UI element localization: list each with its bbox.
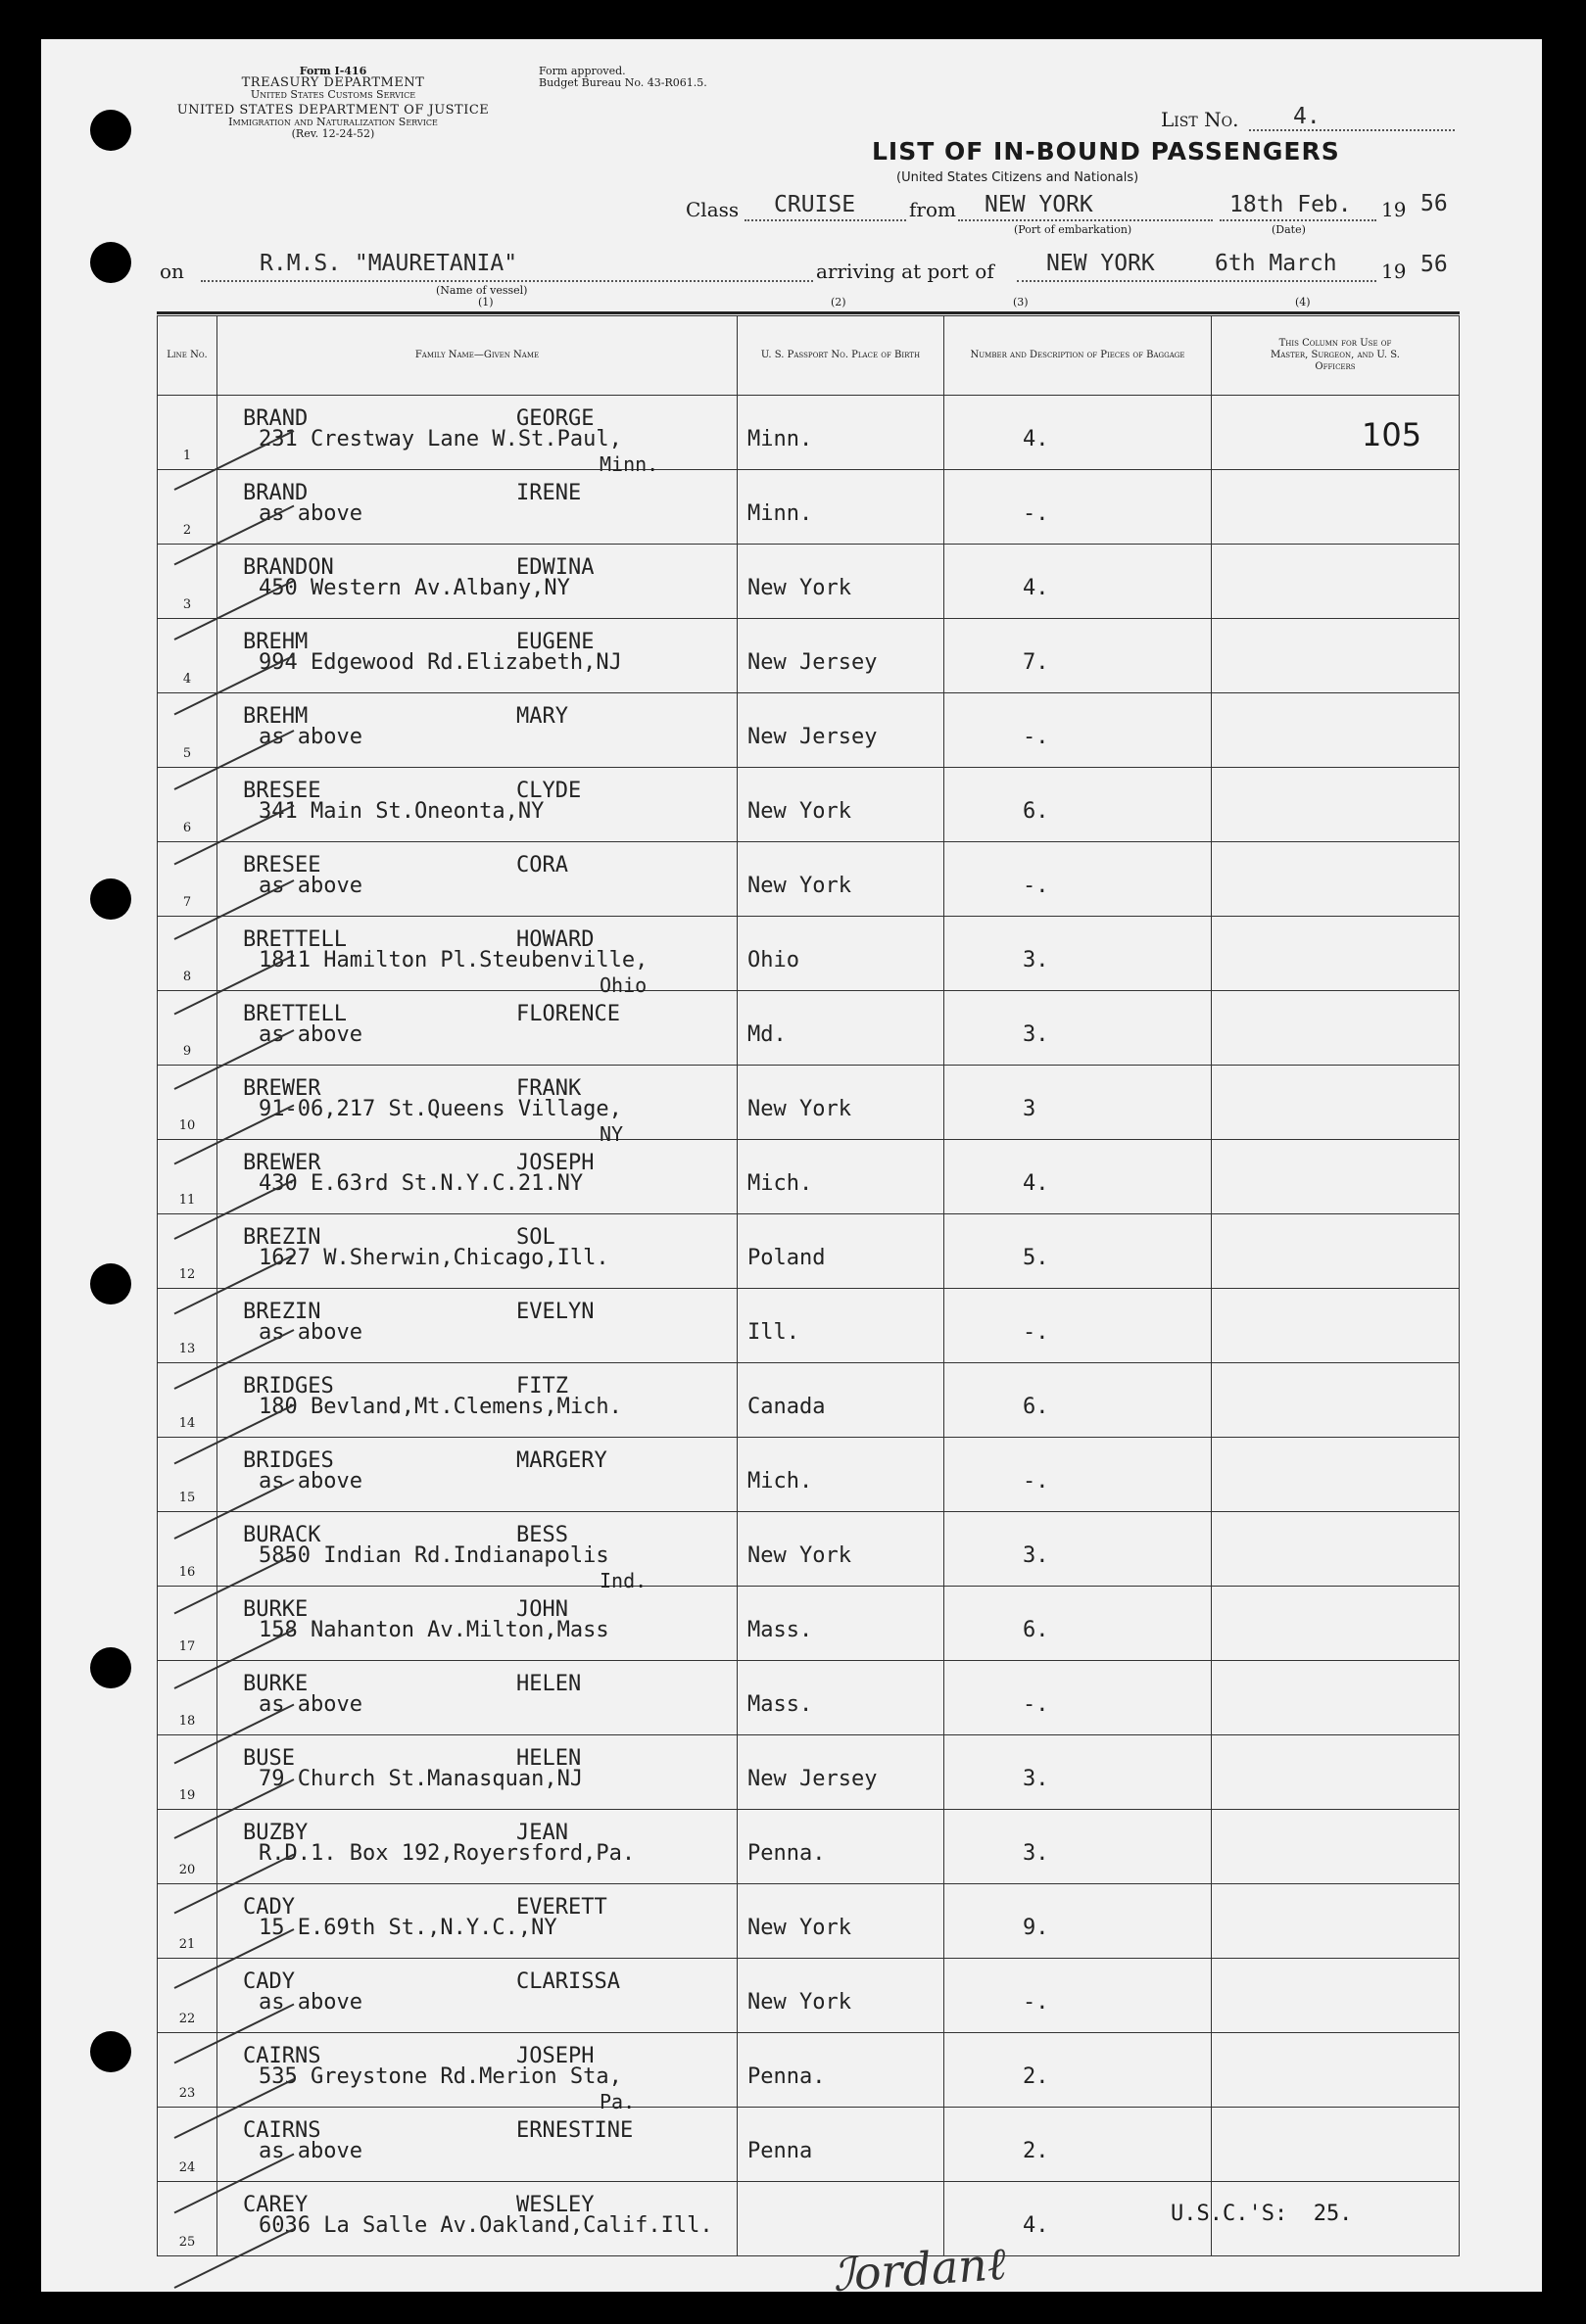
- address: 180 Bevland,Mt.Clemens,Mich.: [259, 1395, 622, 1419]
- place-of-birth: New York: [747, 799, 851, 824]
- year-prefix-arrival: 19: [1381, 260, 1407, 283]
- line-number: 20: [178, 1863, 196, 1877]
- given-name: EVERETT: [516, 1895, 607, 1920]
- caption-2: (2): [831, 296, 846, 308]
- place-of-birth: Mass.: [747, 1692, 813, 1717]
- baggage-count: 4.: [1023, 2213, 1049, 2238]
- address: R.D.1. Box 192,Royersford,Pa.: [259, 1841, 636, 1866]
- address: 535 Greystone Rd.Merion Sta,: [259, 2064, 622, 2089]
- baggage-count: 3: [1023, 1097, 1036, 1121]
- place-of-birth: New York: [747, 874, 851, 898]
- place-of-birth: New York: [747, 1990, 851, 2015]
- arrival-date: 6th March: [1215, 251, 1337, 276]
- address: as above: [259, 2139, 362, 2163]
- family-name: BRESEE: [243, 853, 321, 877]
- line-number: 6: [182, 821, 192, 835]
- line-number: 23: [178, 2086, 196, 2101]
- given-name: EUGENE: [516, 630, 595, 654]
- family-name: BREZIN: [243, 1300, 321, 1324]
- col-baggage-header: Number and Description of Pieces of Baggage: [944, 316, 1212, 396]
- line-number: 18: [178, 1714, 196, 1729]
- baggage-count: 2.: [1023, 2139, 1049, 2163]
- family-name: BRIDGES: [243, 1448, 334, 1473]
- address-continued: NY: [600, 1122, 624, 1146]
- place-of-birth: Mich.: [747, 1469, 813, 1494]
- given-name: FITZ: [516, 1374, 568, 1399]
- place-of-birth: Minn.: [747, 427, 813, 451]
- address-continued: Pa.: [600, 2090, 636, 2113]
- place-of-birth: Md.: [747, 1022, 787, 1047]
- place-of-birth: Mass.: [747, 1618, 813, 1642]
- family-name: BREWER: [243, 1076, 321, 1101]
- page-subtitle: (United States Citizens and Nationals): [896, 170, 1139, 185]
- baggage-count: 4.: [1023, 576, 1049, 600]
- line-number: 11: [178, 1193, 196, 1208]
- form-approved-label: Form approved.: [539, 65, 626, 77]
- address: 1627 W.Sherwin,Chicago,Ill.: [259, 1246, 609, 1270]
- check-mark: [174, 1030, 294, 1089]
- address: 6036 La Salle Av.Oakland,Calif.Ill.: [259, 2213, 713, 2238]
- check-mark: [174, 1555, 294, 1614]
- address: 15 E.69th St.,N.Y.C.,NY: [259, 1916, 557, 1940]
- place-of-birth: New York: [747, 1097, 851, 1121]
- line-number: 19: [178, 1788, 196, 1803]
- arrival-year: 56: [1420, 252, 1448, 277]
- place-of-birth: Penna: [747, 2139, 813, 2163]
- baggage-count: -.: [1023, 1692, 1049, 1717]
- place-of-birth: Poland: [747, 1246, 826, 1270]
- given-name: FRANK: [516, 1076, 582, 1101]
- given-name: JOHN: [516, 1597, 568, 1622]
- check-mark: [174, 731, 294, 789]
- address-continued: Ind.: [600, 1569, 648, 1592]
- place-of-birth: Mich.: [747, 1171, 813, 1196]
- baggage-count: 6.: [1023, 1395, 1049, 1419]
- given-name: FLORENCE: [516, 1002, 620, 1026]
- caption-4: (4): [1295, 296, 1311, 308]
- col-officers-header: This Column for Use of Master, Surgeon, and U. S. Officers: [1212, 316, 1460, 396]
- place-of-birth: New Jersey: [747, 1767, 878, 1791]
- line-number: 1: [182, 449, 192, 463]
- baggage-count: 6.: [1023, 799, 1049, 824]
- line-number: 15: [178, 1491, 196, 1505]
- address: as above: [259, 1022, 362, 1047]
- line-number: 7: [182, 895, 192, 910]
- baggage-count: 7.: [1023, 650, 1049, 675]
- customs-label: United States Customs Service: [250, 88, 416, 101]
- place-of-birth: Ill.: [747, 1320, 799, 1345]
- address: 231 Crestway Lane W.St.Paul,: [259, 427, 622, 451]
- check-mark: [174, 1630, 294, 1688]
- given-name: CORA: [516, 853, 568, 877]
- vessel-name: R.M.S. "MAURETANIA": [260, 251, 518, 276]
- address: as above: [259, 1469, 362, 1494]
- address: 450 Western Av.Albany,NY: [259, 576, 570, 600]
- line-number: 3: [182, 597, 192, 612]
- address: as above: [259, 1692, 362, 1717]
- family-name: CADY: [243, 1969, 295, 1994]
- line-number: 25: [178, 2235, 196, 2250]
- family-name: BURKE: [243, 1672, 309, 1696]
- col-place-header: U. S. Passport No. Place of Birth: [738, 316, 944, 396]
- place-of-birth: Ohio: [747, 948, 799, 972]
- line-number: 24: [178, 2160, 196, 2175]
- given-name: JOSEPH: [516, 2044, 595, 2068]
- given-name: WESLEY: [516, 2193, 595, 2217]
- year-prefix-from: 19: [1381, 198, 1407, 221]
- port-caption: (Port of embarkation): [1014, 223, 1132, 236]
- family-name: BRETTELL: [243, 1002, 347, 1026]
- check-mark: [174, 956, 294, 1015]
- baggage-count: -.: [1023, 874, 1049, 898]
- family-name: BREHM: [243, 630, 309, 654]
- form-number: Form I-416: [299, 65, 367, 77]
- address: as above: [259, 1990, 362, 2015]
- stamp-number: 105: [1362, 416, 1422, 453]
- family-name: BURACK: [243, 1523, 321, 1547]
- line-number: 10: [178, 1118, 196, 1133]
- baggage-count: 4.: [1023, 1171, 1049, 1196]
- given-name: IRENE: [516, 481, 582, 505]
- given-name: EDWINA: [516, 555, 595, 580]
- col-line-header: Line No.: [158, 316, 217, 396]
- check-mark: [174, 1929, 294, 1988]
- check-mark: [174, 1405, 294, 1464]
- address: 430 E.63rd St.N.Y.C.21.NY: [259, 1171, 584, 1196]
- given-name: HELEN: [516, 1672, 582, 1696]
- baggage-count: -.: [1023, 725, 1049, 749]
- family-name: BURKE: [243, 1597, 309, 1622]
- given-name: SOL: [516, 1225, 555, 1250]
- given-name: JEAN: [516, 1821, 568, 1845]
- from-label: from: [909, 198, 956, 221]
- check-mark: [174, 2229, 294, 2288]
- line-number: 12: [178, 1267, 196, 1282]
- usc-total: U.S.C.'S: 25.: [1171, 2202, 1353, 2226]
- departure-year: 56: [1420, 191, 1448, 216]
- address: 91-06,217 St.Queens Village,: [259, 1097, 622, 1121]
- arrival-port: NEW YORK: [1046, 251, 1155, 276]
- on-label: on: [160, 260, 184, 283]
- baggage-count: -.: [1023, 1469, 1049, 1494]
- check-mark: [174, 506, 294, 565]
- family-name: CAREY: [243, 2193, 309, 2217]
- address: as above: [259, 725, 362, 749]
- line-number: 4: [182, 672, 192, 687]
- check-mark: [174, 1256, 294, 1314]
- caption-1: (1): [478, 296, 494, 308]
- baggage-count: 3.: [1023, 1841, 1049, 1866]
- given-name: ERNESTINE: [516, 2118, 634, 2143]
- family-name: BREWER: [243, 1151, 321, 1175]
- family-name: CAIRNS: [243, 2044, 321, 2068]
- family-name: BUSE: [243, 1746, 295, 1771]
- from-value: NEW YORK: [985, 192, 1093, 217]
- given-name: CLARISSA: [516, 1969, 620, 1994]
- place-of-birth: New Jersey: [747, 650, 878, 675]
- check-mark: [174, 431, 294, 490]
- check-mark: [174, 581, 294, 640]
- check-mark: [174, 806, 294, 865]
- family-name: BREZIN: [243, 1225, 321, 1250]
- check-mark: [174, 656, 294, 715]
- given-name: EVELYN: [516, 1300, 595, 1324]
- check-mark: [174, 1480, 294, 1539]
- baggage-count: 3.: [1023, 1767, 1049, 1791]
- baggage-count: 6.: [1023, 1618, 1049, 1642]
- place-of-birth: Canada: [747, 1395, 826, 1419]
- arriving-label: arriving at port of: [816, 260, 994, 283]
- check-mark: [174, 2155, 294, 2213]
- place-of-birth: Penna.: [747, 1841, 826, 1866]
- family-name: CADY: [243, 1895, 295, 1920]
- place-of-birth: Penna.: [747, 2064, 826, 2089]
- check-mark: [174, 1330, 294, 1389]
- check-mark: [174, 1855, 294, 1914]
- justice-label: UNITED STATES DEPARTMENT OF JUSTICE: [176, 103, 490, 118]
- address: 994 Edgewood Rd.Elizabeth,NJ: [259, 650, 622, 675]
- baggage-count: 3.: [1023, 1543, 1049, 1568]
- given-name: GEORGE: [516, 406, 595, 431]
- family-name: BRESEE: [243, 779, 321, 803]
- address: 1811 Hamilton Pl.Steubenville,: [259, 948, 649, 972]
- family-name: BRAND: [243, 481, 309, 505]
- page-title: LIST OF IN-BOUND PASSENGERS: [872, 137, 1340, 166]
- list-no-label: List No.: [1161, 108, 1239, 131]
- given-name: MARY: [516, 704, 568, 729]
- departure-date: 18th Feb.: [1229, 192, 1352, 217]
- given-name: BESS: [516, 1523, 568, 1547]
- place-of-birth: Minn.: [747, 501, 813, 526]
- date-caption: (Date): [1272, 223, 1306, 236]
- family-name: BUZBY: [243, 1821, 309, 1845]
- address-continued: Minn.: [600, 452, 659, 476]
- treasury-label: TREASURY DEPARTMENT: [241, 75, 425, 90]
- family-name: BRANDON: [243, 555, 334, 580]
- budget-bureau-label: Budget Bureau No. 43-R061.5.: [539, 76, 707, 89]
- family-name: BRAND: [243, 406, 309, 431]
- given-name: JOSEPH: [516, 1151, 595, 1175]
- line-number: 17: [178, 1639, 196, 1654]
- check-mark: [174, 1106, 294, 1164]
- address: 79 Church St.Manasquan,NJ: [259, 1767, 584, 1791]
- baggage-count: 4.: [1023, 427, 1049, 451]
- check-mark: [174, 1180, 294, 1239]
- address: as above: [259, 874, 362, 898]
- address: 5850 Indian Rd.Indianapolis: [259, 1543, 609, 1568]
- baggage-count: 5.: [1023, 1246, 1049, 1270]
- baggage-count: -.: [1023, 1990, 1049, 2015]
- list-no-value: 4.: [1293, 104, 1321, 129]
- revision-label: (Rev. 12-24-52): [291, 127, 375, 140]
- baggage-count: -.: [1023, 501, 1049, 526]
- officer-signature: ℐordanℓ: [831, 2236, 1008, 2302]
- check-mark: [174, 2079, 294, 2138]
- family-name: BRETTELL: [243, 927, 347, 952]
- family-name: BREHM: [243, 704, 309, 729]
- ins-label: Immigration and Naturalization Service: [228, 116, 438, 128]
- address: as above: [259, 1320, 362, 1345]
- family-name: CAIRNS: [243, 2118, 321, 2143]
- class-value: CRUISE: [774, 192, 856, 217]
- vessel-caption: (Name of vessel): [436, 284, 528, 297]
- place-of-birth: New York: [747, 1916, 851, 1940]
- line-number: 9: [182, 1044, 192, 1059]
- col-name-header: Family Name—Given Name: [217, 316, 738, 396]
- baggage-count: 2.: [1023, 2064, 1049, 2089]
- class-label: Class: [686, 198, 740, 221]
- given-name: CLYDE: [516, 779, 582, 803]
- place-of-birth: New York: [747, 576, 851, 600]
- line-number: 13: [178, 1342, 196, 1356]
- check-mark: [174, 1779, 294, 1838]
- check-mark: [174, 880, 294, 939]
- line-number: 16: [178, 1565, 196, 1580]
- given-name: MARGERY: [516, 1448, 607, 1473]
- line-number: 5: [182, 746, 192, 761]
- line-number: 21: [178, 1937, 196, 1952]
- line-number: 2: [182, 523, 192, 538]
- address: 158 Nahanton Av.Milton,Mass: [259, 1618, 609, 1642]
- given-name: HOWARD: [516, 927, 595, 952]
- place-of-birth: New Jersey: [747, 725, 878, 749]
- line-number: 8: [182, 970, 192, 984]
- given-name: HELEN: [516, 1746, 582, 1771]
- address-continued: Ohio: [600, 973, 648, 997]
- baggage-count: -.: [1023, 1320, 1049, 1345]
- baggage-count: 9.: [1023, 1916, 1049, 1940]
- caption-3: (3): [1013, 296, 1029, 308]
- place-of-birth: New York: [747, 1543, 851, 1568]
- baggage-count: 3.: [1023, 1022, 1049, 1047]
- check-mark: [174, 1705, 294, 1764]
- baggage-count: 3.: [1023, 948, 1049, 972]
- address: as above: [259, 501, 362, 526]
- check-mark: [174, 2005, 294, 2063]
- line-number: 14: [178, 1416, 196, 1431]
- line-number: 22: [178, 2012, 196, 2026]
- address: 341 Main St.Oneonta,NY: [259, 799, 545, 824]
- family-name: BRIDGES: [243, 1374, 334, 1399]
